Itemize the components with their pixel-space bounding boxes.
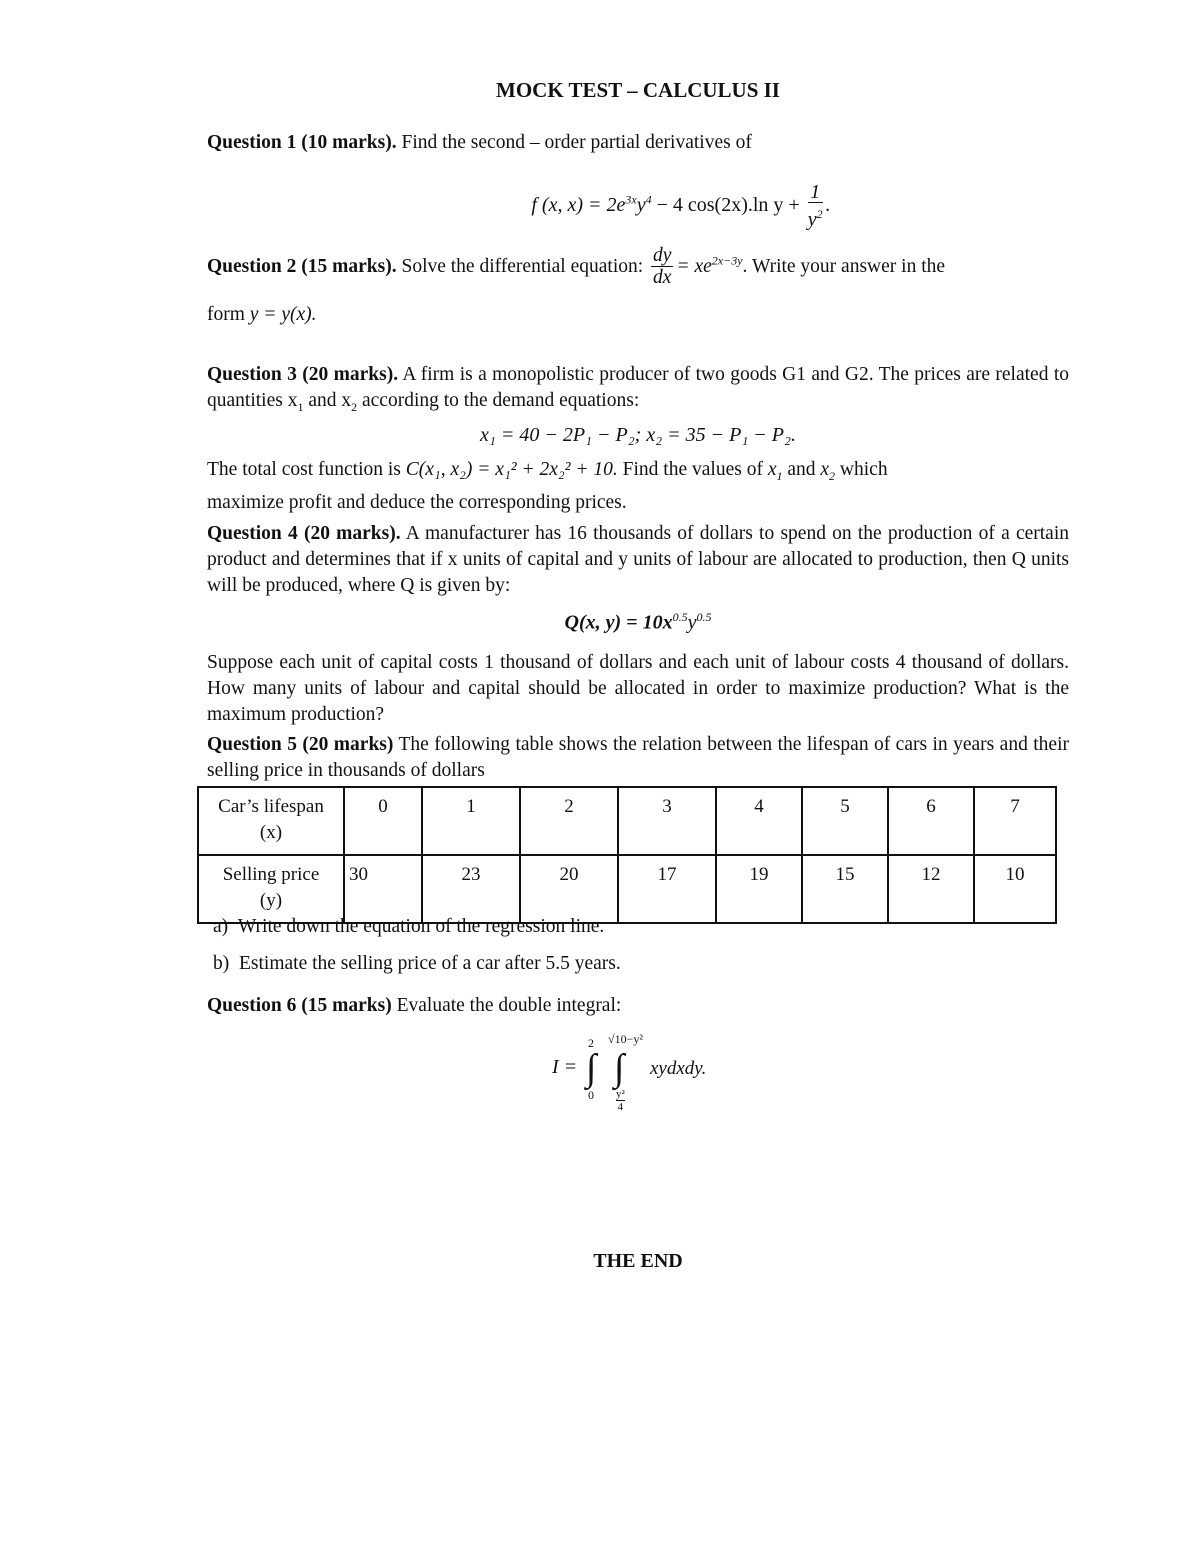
- table-cell: 0: [344, 787, 422, 855]
- question-4-label: Question 4 (20 marks).: [207, 523, 401, 544]
- demand-equations: x₁ = 40 − 2P₁ − P₂; x₂ = 35 − P₁ − P₂.: [480, 424, 796, 446]
- table-row: [198, 787, 1056, 855]
- table-cell: 5: [802, 787, 888, 855]
- table-cell: 15: [802, 855, 888, 923]
- table-cell: 2: [520, 787, 618, 855]
- question-2-line2: form y = y(x).: [207, 304, 317, 325]
- cost-function-line: The total cost function is C(x₁, x₂) = x₁² + 2x₂² + 10. Find the values of $x_1$ and $x_2$ which: [207, 459, 888, 483]
- table-cell: 10: [974, 855, 1056, 923]
- double-integral: I = 2 ∫ 0 √10−y² ∫ y² 4 xydxdy.: [552, 1032, 707, 1113]
- table-cell: 7: [974, 787, 1056, 855]
- table-cell: 17: [618, 855, 716, 923]
- production-equation: Q(x, $y) = 10x^{0.5}y^{0.5}$: [564, 610, 712, 634]
- question-2: Question 2 (15 marks). Solve the differential equation: $\frac{dy}{dx}$ = $xe^{2x-3y}$. Write your answer in the: [207, 245, 946, 288]
- table-row: [198, 855, 1056, 923]
- table-cell: 6: [888, 787, 974, 855]
- table-cell: 20: [520, 855, 618, 923]
- lifespan-price-table: [197, 786, 1057, 924]
- table-cell: 19: [716, 855, 802, 923]
- table-cell: 23: [422, 855, 520, 923]
- table-cell: 12: [888, 855, 974, 923]
- the-end: THE END: [593, 1250, 683, 1272]
- question-5: Question 5 (20 marks) The following table shows the relation between the lifespan of cars in years and their selling price in thousands of dollars: [207, 734, 1069, 781]
- question-4-text2: Suppose each unit of capital costs 1 thousand of dollars and each unit of labour costs 4 thousand of dollars. How many units of labour and capital should be allocated in order to maximize production? What is the maximum production?: [207, 652, 1069, 725]
- table-cell: 3: [618, 787, 716, 855]
- question-1-equation: f (x, $x) = 2e^{3x}y^4 - 4$ cos(2x).ln y + $\frac{1}{y^2}$ .: [531, 181, 831, 231]
- fraction: $\frac{1}{y^2}$: [807, 181, 823, 231]
- table-header-cell: Car’s lifespan (x): [198, 787, 344, 855]
- table-cell: 4: [716, 787, 802, 855]
- question-6-label: Question 6 (15 marks): [207, 995, 392, 1016]
- list-item-a: a) Write down the equation of the regression line.: [213, 916, 605, 937]
- question-1-text: Find the second – order partial derivatives of: [401, 132, 752, 153]
- page-title: MOCK TEST – CALCULUS II: [496, 78, 780, 102]
- question-5-label: Question 5 (20 marks): [207, 734, 394, 755]
- question-6: Question 6 (15 marks) Evaluate the double integral:: [207, 995, 622, 1016]
- table-header-cell: Selling price (y): [198, 855, 344, 923]
- list-item-b: b) Estimate the selling price of a car after 5.5 years.: [213, 953, 621, 974]
- question-3: Question 3 (20 marks). A firm is a monopolistic producer of two goods G1 and G2. The prices are related to quantities $x_1$ and $x_2$ according to the demand equations:: [207, 364, 1069, 414]
- derivative-fraction: $\frac{dy}{dx}$: [653, 245, 672, 288]
- question-4: Question 4 (20 marks). A manufacturer has 16 thousands of dollars to spend on the production of a certain product and determines that if x units of capital and y units of labour are allocated to production, then Q units will be produced, where Q is given by:: [207, 523, 1069, 596]
- integral-sign: ∫: [586, 1047, 597, 1089]
- question-1: [207, 130, 1069, 156]
- table-cell: 30: [344, 855, 422, 923]
- question-1-label: Question 1 (10 marks).: [207, 132, 397, 153]
- question-3-line3: maximize profit and deduce the corresponding prices.: [207, 492, 627, 513]
- question-2-label: Question 2 (15 marks).: [207, 255, 397, 277]
- table-cell: 1: [422, 787, 520, 855]
- question-3-label: Question 3 (20 marks).: [207, 364, 399, 385]
- integral-sign: ∫: [614, 1047, 625, 1089]
